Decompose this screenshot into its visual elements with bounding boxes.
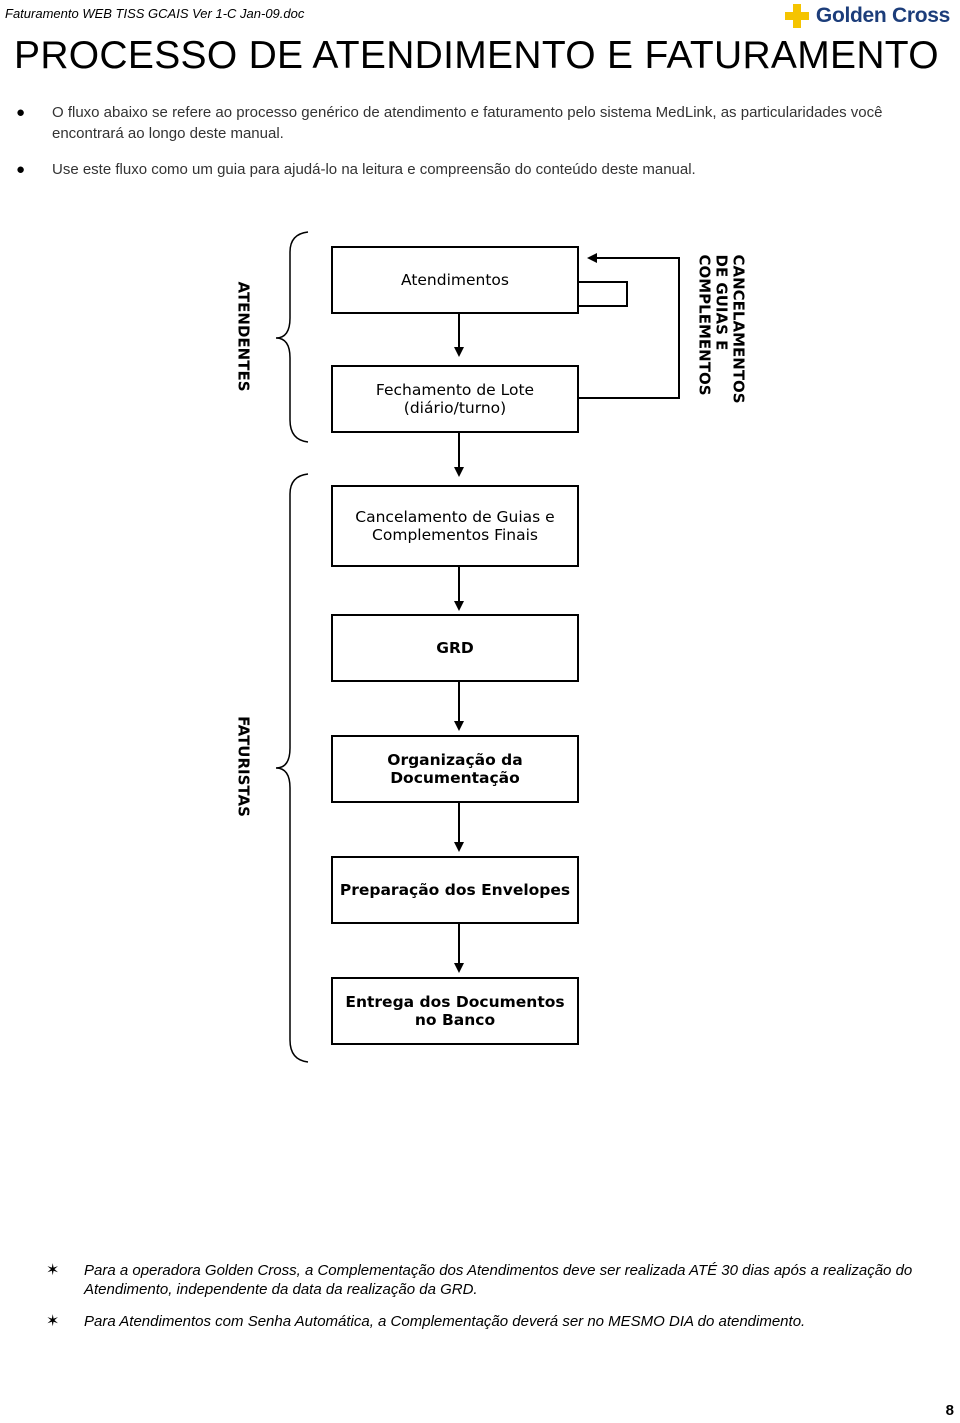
step-label: GRD <box>436 639 474 657</box>
step-preparacao-envelopes <box>331 856 579 924</box>
step-organizacao <box>331 735 579 803</box>
loop-outer <box>578 258 679 398</box>
faturistas-brace <box>276 474 308 1062</box>
bullet-icon: ● <box>16 104 26 121</box>
page-number: 8 <box>945 1402 954 1419</box>
document-filename: Faturamento WEB TISS GCAIS Ver 1-C Jan-09.doc <box>5 6 305 21</box>
step-atendimentos <box>331 246 579 314</box>
footnotes <box>46 1261 926 1344</box>
step-cancelamento-guias <box>331 485 579 567</box>
step-fechamento-lote <box>331 365 579 433</box>
bullet-text: O fluxo abaixo se refere ao processo genérico de atendimento e faturamento pelo sistema MedLink, as particularidades você encontrará ao longo deste manual. <box>52 104 883 142</box>
note-item <box>46 1312 926 1331</box>
step-label: Organização da Documentação <box>387 751 523 787</box>
group-label-atendentes: ATENDENTES <box>234 281 253 392</box>
step-label: Preparação dos Envelopes <box>339 881 571 899</box>
atendentes-brace <box>276 232 308 442</box>
step-label: Atendimentos <box>400 271 509 289</box>
note-text: Para Atendimentos com Senha Automática, a Complementação deverá ser no MESMO DIA do atendimento. <box>84 1313 806 1330</box>
step-label: Entrega dos Documentos no Banco <box>345 993 565 1029</box>
step-label: Fechamento de Lote (diário/turno) <box>375 381 535 417</box>
step-label: Cancelamento de Guias e Complementos Finais <box>355 508 555 544</box>
note-item <box>46 1261 926 1299</box>
asterisk-icon: ✶ <box>46 1313 60 1330</box>
note-text: Para a operadora Golden Cross, a Complementação dos Atendimentos deve ser realizada ATÉ 30 dias após a realização do Atendimento, independente da data da realização da GRD. <box>84 1262 913 1298</box>
step-grd <box>331 614 579 682</box>
page-title: PROCESSO DE ATENDIMENTO E FATURAMENTO <box>14 34 939 77</box>
asterisk-icon: ✶ <box>46 1262 60 1279</box>
step-entrega-documentos <box>331 977 579 1045</box>
loop-label-cancelamentos: CANCELAMENTOS DE GUIAS E COMPLEMENTOS <box>695 254 748 404</box>
bullet-text: Use este fluxo como um guia para ajudá-lo na leitura e compreensão do conteúdo deste manual. <box>52 161 696 178</box>
logo-text: Golden Cross <box>815 4 950 27</box>
loop-inner <box>578 282 627 306</box>
group-label-faturistas: FATURISTAS <box>234 716 253 817</box>
bullet-icon: ● <box>16 161 26 178</box>
